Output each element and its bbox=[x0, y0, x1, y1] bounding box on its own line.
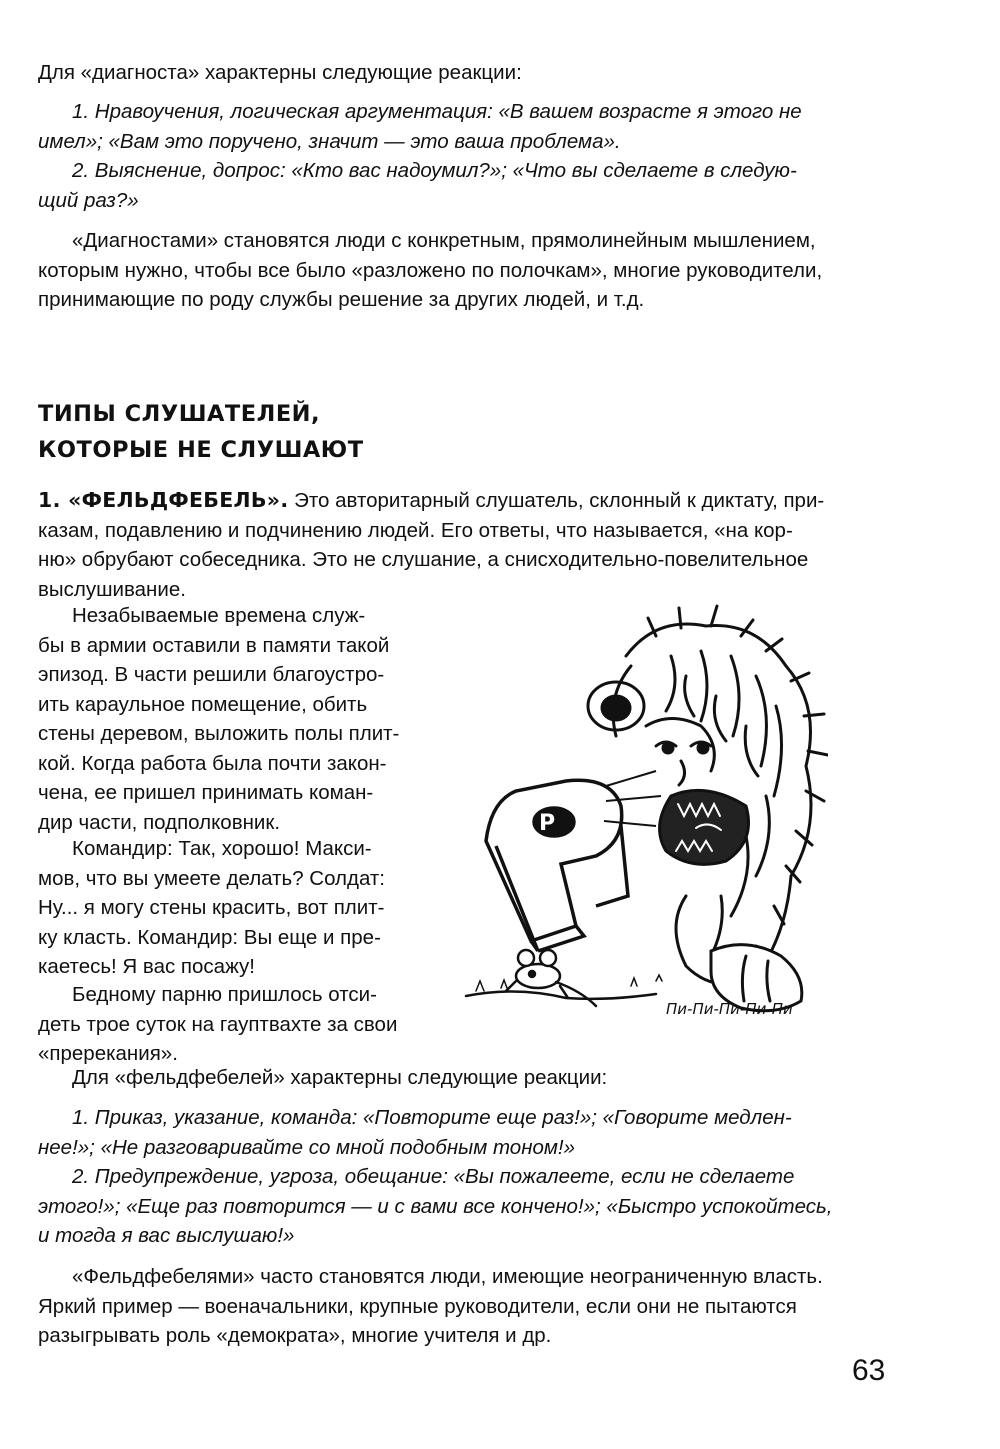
feldwebel-reactions-lead: Для «фельдфебелей» характерны следующие реакции: bbox=[72, 1066, 608, 1089]
story-paragraph-1: Незабываемые времена служ- бы в армии оставили в памяти такой эпизод. В части решили благоустро- ить караульное помещение, обить стены деревом, выложить полы плит- кой. Когда работа была почти закон- чена, ее пришел принимать коман- дир части, подполковник. bbox=[38, 604, 400, 834]
feldwebel-summary: «Фельдфебелями» часто становятся люди, имеющие неограниченную власть. Яркий пример — военачальники, крупные руководители, если они не пытаются разыгрывать роль «демократа», многие учителя и др. bbox=[38, 1265, 823, 1347]
page-number: 63 bbox=[852, 1354, 886, 1387]
roaring-lion-illustration bbox=[456, 596, 828, 1038]
diagnost-reactions-lead: Для «диагноста» характерны следующие реакции: bbox=[38, 61, 522, 84]
story-paragraph-3: Бедному парню пришлось отси- деть трое суток на гауптвахте за свои «пререкания». bbox=[38, 983, 398, 1065]
story-paragraph-2: Командир: Так, хорошо! Макси- мов, что вы умеете делать? Солдат: Ну... я могу стены красить, вот плит- ку класть. Командир: Вы еще и пре- каетесь! Я вас посажу! bbox=[38, 837, 385, 978]
letter-p-glyph: Р bbox=[538, 811, 556, 836]
diagnost-summary: «Диагностами» становятся люди с конкретным, прямолинейным мышлением, которым нужно, чтобы все было «разложено по полочкам», многие руководители, принимающие по роду службы решение за других людей, и т.д. bbox=[38, 229, 823, 311]
mouse-squeak-text: Пи-Пи-Пи-Пи-Пи bbox=[666, 1000, 793, 1018]
speech-letter-p bbox=[486, 771, 661, 951]
diagnost-reaction-1: 1. Нравоучения, логическая аргументация: «В вашем возрасте я этого не имел»; «Вам это поручено, значит — это ваша проблема». bbox=[38, 100, 802, 153]
feldwebel-reaction-1: 1. Приказ, указание, команда: «Повторите еще раз!»; «Говорите медлен- нее!»; «Не разговаривайте со мной подобным тоном!» bbox=[38, 1106, 792, 1159]
section-heading: ТИПЫ СЛУШАТЕЛЕЙ, КОТОРЫЕ НЕ СЛУШАЮТ bbox=[38, 401, 364, 463]
mouse bbox=[466, 950, 662, 1006]
diagnost-reaction-2: 2. Выяснение, допрос: «Кто вас надоумил?»; «Что вы сделаете в следую- щий раз?» bbox=[38, 159, 797, 212]
feldwebel-reaction-2: 2. Предупреждение, угроза, обещание: «Вы пожалеете, если не сделаете этого!»; «Еще раз повторится — и с вами все кончено!»; «Быстро успокойтесь, и тогда я вас выслушаю!» bbox=[38, 1165, 833, 1247]
feldwebel-term: 1. «ФЕЛЬДФЕБЕЛЬ». bbox=[38, 488, 289, 512]
feldwebel-definition: 1. «ФЕЛЬДФЕБЕЛЬ». Это авторитарный слушатель, склонный к диктату, при- казам, подавлению и подчинению людей. Его ответы, что называется, «на кор- ню» обрубают собеседника. Это не слушание, а снисходительно-повелительное выслушивание. bbox=[38, 488, 825, 601]
